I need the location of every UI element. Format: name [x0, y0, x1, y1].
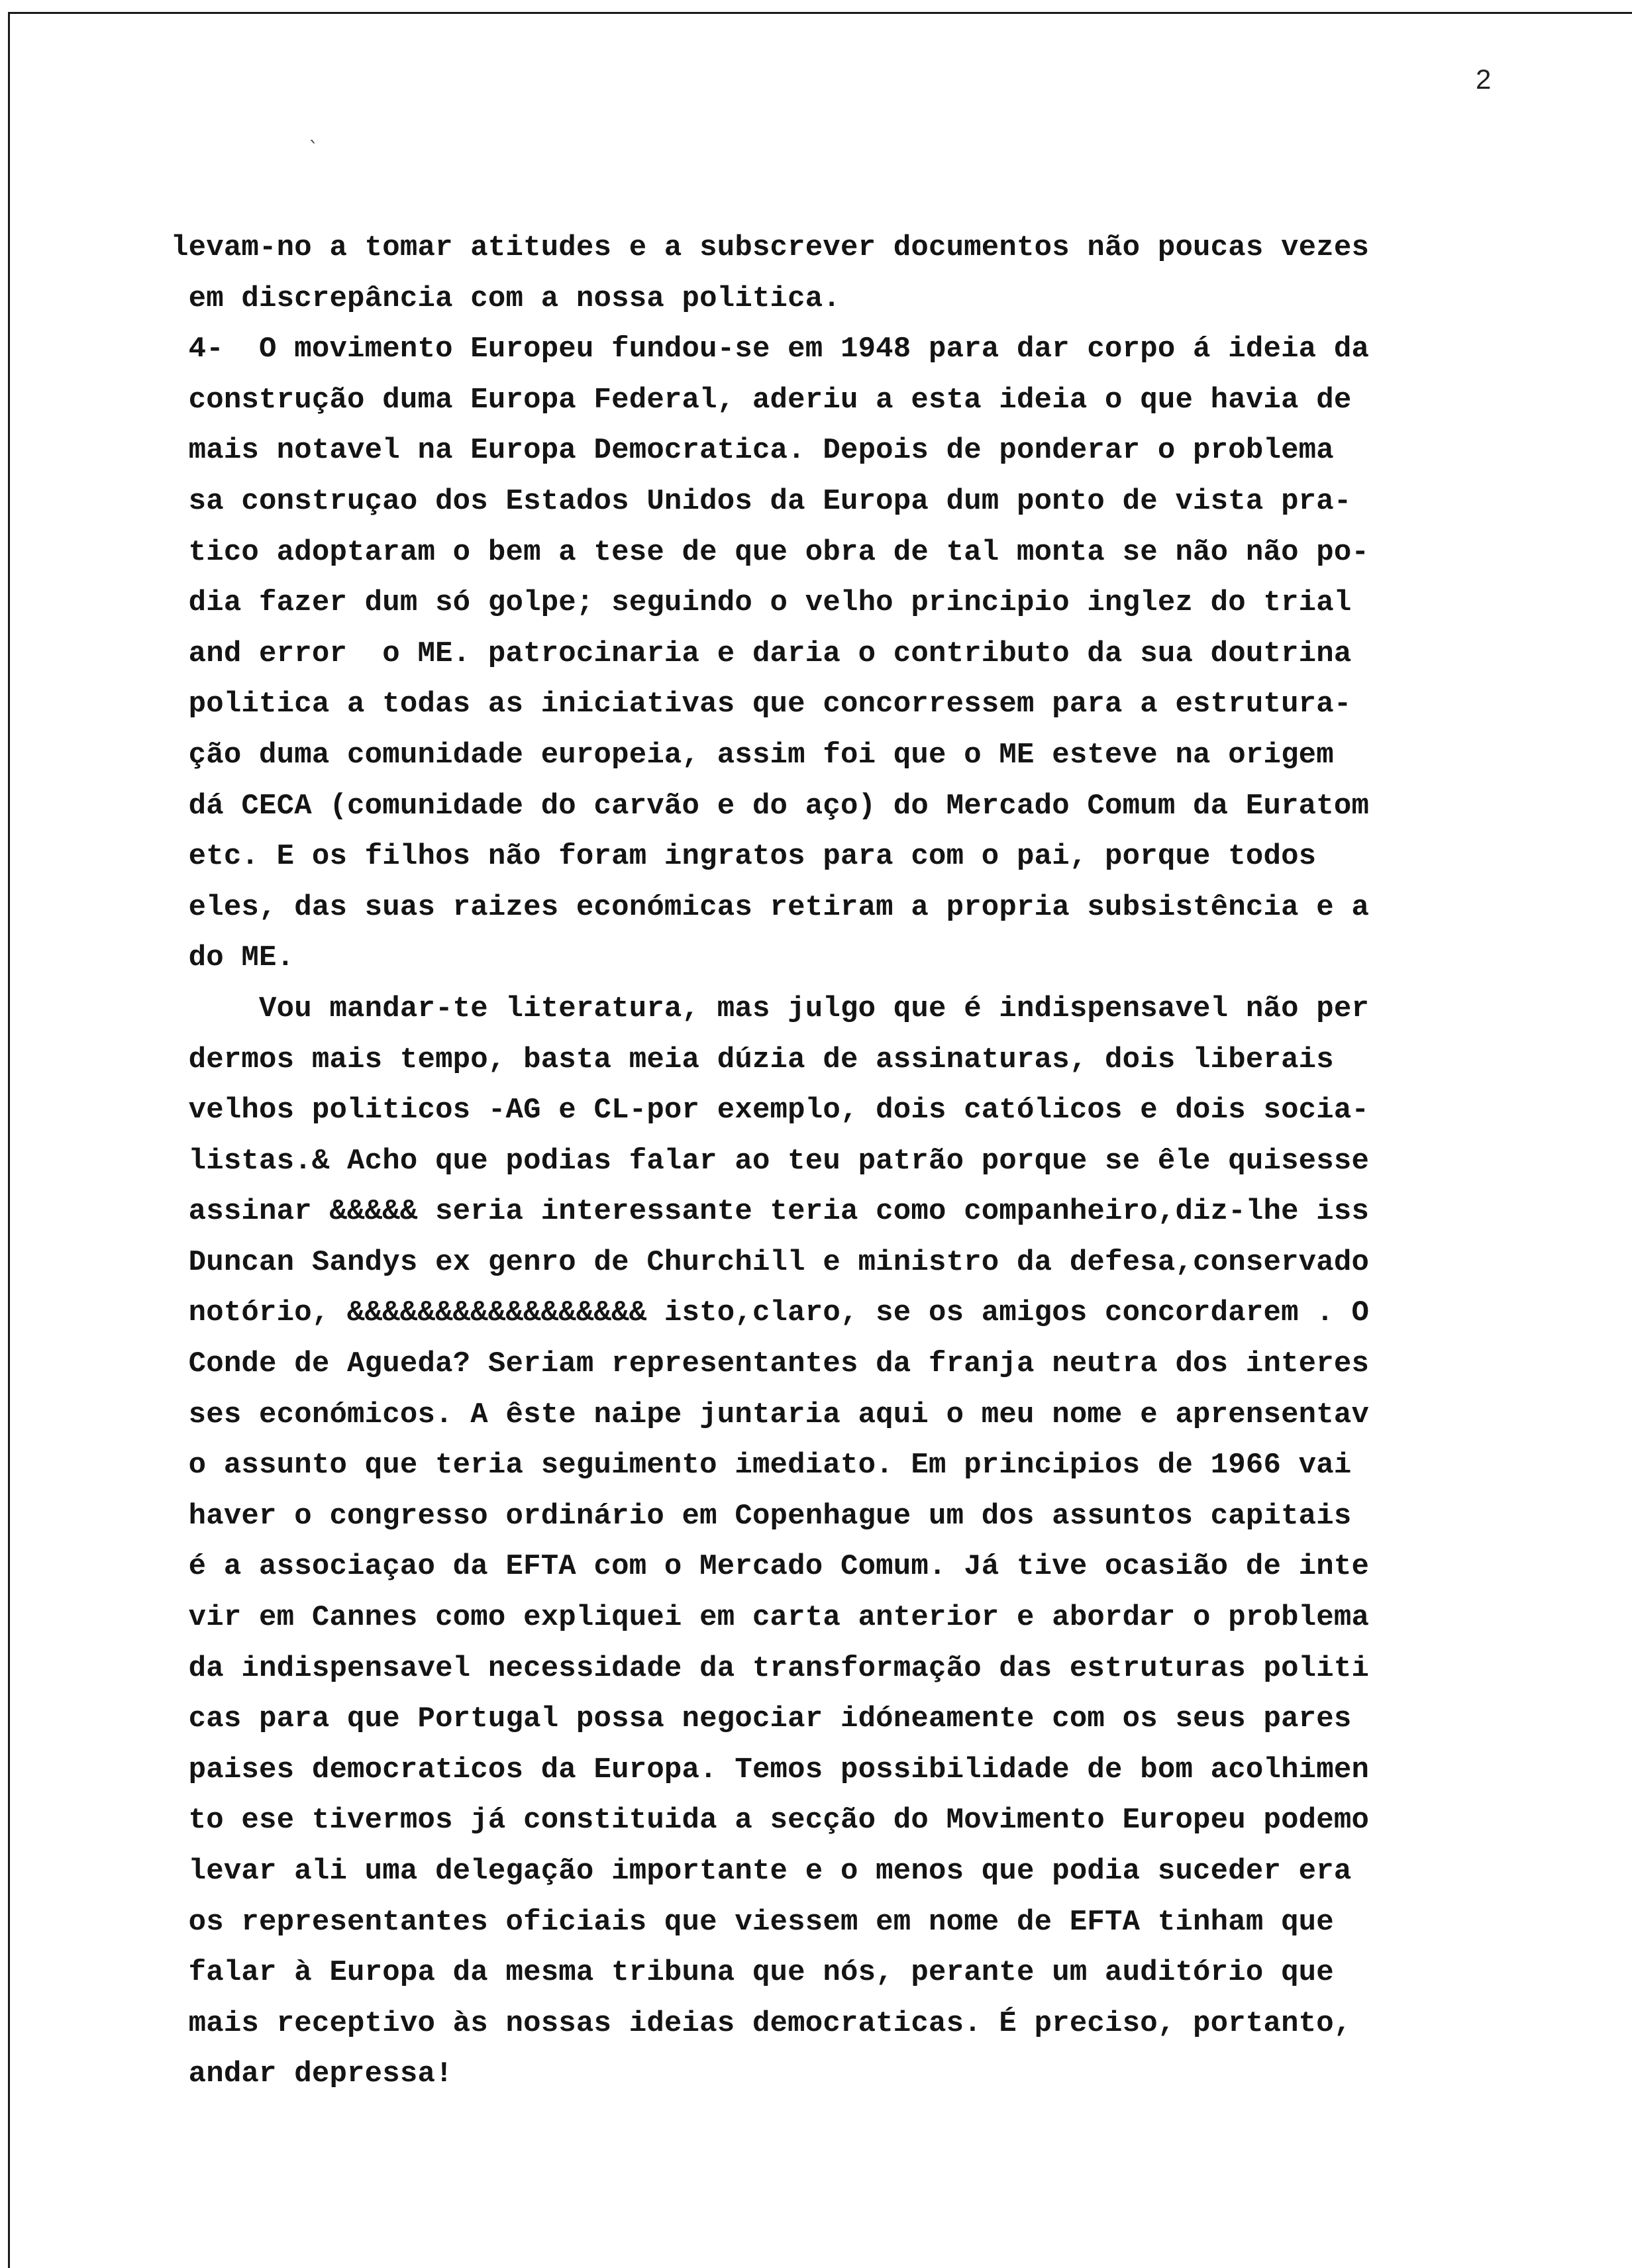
text-line: do ME.: [171, 941, 295, 975]
text-line: ção duma comunidade europeia, assim foi que o ME esteve na origem: [171, 738, 1334, 772]
text-line: é a associaçao da EFTA com o Mercado Comum. Já tive ocasião de inte: [171, 1550, 1370, 1584]
text-line: ses económicos. A êste naipe juntaria aqui o meu nome e aprensentav: [171, 1398, 1370, 1431]
text-line: etc. E os filhos não foram ingratos para com o pai, porque todos: [171, 840, 1317, 874]
text-line: and error o ME. patrocinaria e daria o contributo da sua doutrina: [171, 637, 1352, 670]
text-line: andar depressa!: [171, 2057, 453, 2091]
text-line: dia fazer dum só golpe; seguindo o velho principio inglez do trial: [171, 586, 1352, 620]
text-line: construção duma Europa Federal, aderiu a esta ideia o que havia de: [171, 383, 1352, 417]
text-line: em discrepância com a nossa politica.: [171, 282, 841, 315]
text-line: to ese tivermos já constituida a secção do Movimento Europeu podemo: [171, 1804, 1370, 1837]
text-line: assinar &&&&& seria interessante teria como companheiro,diz-lhe iss: [171, 1195, 1370, 1229]
page-number: 2: [1476, 64, 1492, 95]
stray-ink-mark: ˋ: [309, 138, 319, 161]
text-line: levam-no a tomar atitudes e a subscrever documentos não poucas vezes: [171, 231, 1370, 264]
text-line: o assunto que teria seguimento imediato. Em principios de 1966 vai: [171, 1449, 1352, 1482]
text-line: falar à Europa da mesma tribuna que nós, perante um auditório que: [171, 1956, 1334, 1990]
text-line: Duncan Sandys ex genro de Churchill e ministro da defesa,conservado: [171, 1245, 1370, 1279]
text-line: da indispensavel necessidade da transformação das estruturas politi: [171, 1651, 1370, 1685]
text-line: Vou mandar-te literatura, mas julgo que é indispensavel não per: [171, 992, 1370, 1025]
page-border-left: [8, 12, 10, 2268]
text-line: velhos politicos -AG e CL-por exemplo, dois católicos e dois socia-: [171, 1094, 1370, 1127]
text-line: dá CECA (comunidade do carvão e do aço) do Mercado Comum da Euratom: [171, 789, 1370, 823]
text-line: vir em Cannes como expliquei em carta anterior e abordar o problema: [171, 1601, 1370, 1635]
text-line: Conde de Agueda? Seriam representantes da franja neutra dos interes: [171, 1347, 1370, 1381]
text-line: notório, &&&&&&&&&&&&&&&&& isto,claro, se os amigos concordarem . O: [171, 1296, 1370, 1330]
text-line: cas para que Portugal possa negociar idóneamente com os seus pares: [171, 1702, 1352, 1736]
text-line: os representantes oficiais que viessem em nome de EFTA tinham que: [171, 1905, 1334, 1939]
text-line: haver o congresso ordinário em Copenhague um dos assuntos capitais: [171, 1499, 1352, 1533]
text-line: 4- O movimento Europeu fundou-se em 1948 para dar corpo á ideia da: [171, 333, 1370, 366]
text-line: listas.& Acho que podias falar ao teu patrão porque se êle quisesse: [171, 1144, 1370, 1178]
text-line: tico adoptaram o bem a tese de que obra de tal monta se não não po-: [171, 535, 1370, 569]
page-border-top: [8, 12, 1632, 14]
text-line: dermos mais tempo, basta meia dúzia de assinaturas, dois liberais: [171, 1043, 1334, 1076]
text-line: mais notavel na Europa Democratica. Depois de ponderar o problema: [171, 434, 1334, 468]
text-line: eles, das suas raizes económicas retiram a propria subsistência e a: [171, 890, 1370, 924]
text-line: sa construçao dos Estados Unidos da Europa dum ponto de vista pra-: [171, 484, 1352, 518]
letter-body: [171, 223, 1555, 2100]
text-line: politica a todas as iniciativas que concorressem para a estrutura-: [171, 688, 1352, 721]
text-line: levar ali uma delegação importante e o menos que podia suceder era: [171, 1855, 1352, 1888]
text-line: paises democraticos da Europa. Temos possibilidade de bom acolhimen: [171, 1753, 1370, 1786]
text-line: mais receptivo às nossas ideias democraticas. É preciso, portanto,: [171, 2006, 1352, 2040]
